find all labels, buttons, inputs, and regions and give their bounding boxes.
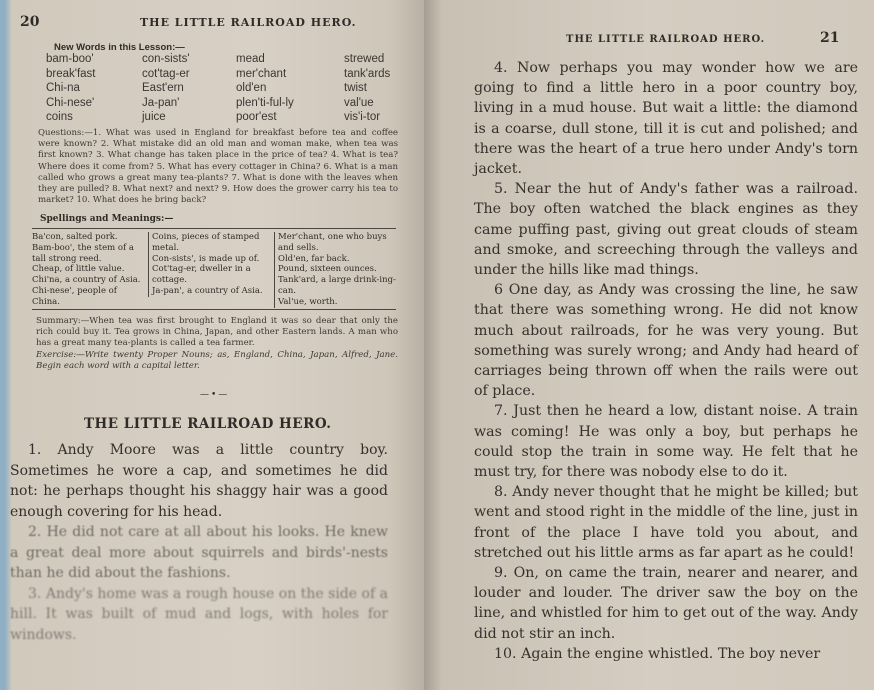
spelling-entry: Cheap, of little value.: [32, 264, 125, 275]
running-head: THE LITTLE RAILROAD HERO.: [140, 16, 357, 29]
page-number: 21: [820, 30, 840, 46]
spelling-entry: Ja-pan', a country of Asia.: [152, 285, 263, 296]
paragraph: 3. Andy's home was a rough house on the side of a hill. It was built of mud and logs, with holes for windows.: [10, 585, 388, 643]
new-words-column: [236, 52, 294, 125]
spellings-title: Spellings and Meanings:—: [40, 214, 174, 224]
spelling-entry: Chi-nese', people of China.: [32, 285, 117, 307]
spelling-entry: Tank'ard, a large drink-ing-can.: [278, 275, 396, 296]
paragraph: 9. On, on came the train, nearer and nearer, and louder and louder. The driver saw the boy on the line, and whistled for him to get out of the way. Andy did not stir an inch.: [474, 565, 858, 642]
word: cot'tag-er: [142, 67, 190, 80]
spelling-entry: Ba'con, salted pork.: [32, 232, 118, 242]
word: twist: [344, 82, 367, 94]
spelling-entry: Mer'chant, one who buys and sells.: [278, 232, 387, 253]
paragraph: 1. Andy Moore was a little country boy. Sometimes he wore a cap, and sometimes he did not: he perhaps thought his shaggy hair was a good enough covering for his head.: [10, 442, 388, 520]
paragraph: 8. Andy never thought that he might be killed; but went and stood right in the middle of the line, just in front of the place I have told you about, and stretched out his little arms as far apart as he could!: [474, 484, 858, 561]
word: coins: [46, 111, 73, 123]
word: Chi-na: [46, 82, 80, 94]
word: old'en: [236, 82, 267, 94]
new-words-column: [344, 52, 390, 125]
new-words-grid: [46, 52, 406, 132]
spellings-column: [32, 232, 144, 308]
ornament-divider: —•—: [200, 390, 230, 400]
story-body-left: [10, 440, 388, 645]
spelling-entry: Chi'na, a country of Asia.: [32, 275, 141, 286]
spellings-table: [32, 228, 396, 310]
spelling-entry: Coins, pieces of stamped metal.: [152, 232, 260, 253]
spelling-entry: Val'ue, worth.: [278, 296, 338, 307]
paragraph: 5. Near the hut of Andy's father was a railroad. The boy often watched the black engines as they came puffing past, giving out great clouds of steam and smoke, and screeching through the valleys and under the hills like mad things.: [474, 181, 858, 279]
paragraph: 10. Again the engine whistled. The boy never: [494, 645, 821, 662]
page-number: 20: [20, 14, 40, 30]
new-words-column: [142, 52, 190, 125]
new-words-title: New Words in this Lesson:—: [54, 42, 185, 53]
word: bam-boo': [46, 53, 94, 65]
word: vis'i-tor: [344, 111, 381, 123]
spelling-entry: Bam-boo', the stem of a tall strong reed.: [32, 242, 134, 264]
word: con-sists': [142, 53, 190, 65]
word: East'ern: [142, 82, 184, 94]
word: poor'est: [236, 111, 277, 123]
paragraph: 2. He did not care at all about his looks. He knew a great deal more about squirrels and birds'-nests than he did about the fashions.: [10, 524, 388, 581]
word: break'fast: [46, 67, 96, 80]
word: mead: [236, 53, 265, 65]
story-body-right: [474, 58, 858, 664]
story-title: THE LITTLE RAILROAD HERO.: [84, 416, 332, 432]
exercise: Exercise:—Write twenty Proper Nouns; as, England, China, Japan, Alfred, Jane. Begin each word with a capital letter.: [36, 350, 398, 372]
paragraph: 7. Just then he heard a low, distant noise. A train was coming! He was only a boy, but perhaps he could stop the train in some way. He felt that he must try, for there was nobody else to do it.: [474, 403, 858, 481]
word: tank'ards: [344, 67, 391, 80]
summary: Summary:—When tea was first brought to England it was so dear that only the rich could buy it. Tea grows in China, Japan, and other Eastern lands. A man who has a great many tea-plants is called a tea farmer.: [36, 316, 398, 349]
word: mer'chant: [236, 67, 287, 80]
spelling-entry: Pound, sixteen ounces.: [278, 264, 377, 275]
questions: Questions:—1. What was used in England for breakfast before tea and coffee were known? 2. What mistake did an old man and woman make, when tea was first known? 3. What change has taken place in the price of tea? 4. What is tea? Where does it come from? 5. What has every cottager in China? 6. What is a man called who grows a great many tea-plants? 7. What is done with the leaves when they are pulled? 8. What next? and next? 9. How does the grower carry his tea to market? 10. What does he bring back?: [38, 128, 398, 206]
word: plen'ti-ful-ly: [236, 96, 294, 109]
spelling-entry: Cot'tag-er, dweller in a cottage.: [152, 264, 251, 286]
word: val'ue: [344, 96, 374, 109]
paragraph: 6 One day, as Andy was crossing the line, he saw that there was something wrong. He did not know much about railroads, for he was very young. But something was surely wrong; and Andy had heard of carriages being thrown off when the rails were out of place.: [474, 282, 858, 400]
word: strewed: [344, 53, 385, 65]
spellings-column: [274, 232, 396, 308]
word: juice: [142, 111, 166, 123]
word: Chi-nese': [46, 96, 95, 109]
word: Ja-pan': [142, 96, 180, 109]
right-page: [424, 0, 874, 690]
running-head: THE LITTLE RAILROAD HERO.: [566, 34, 766, 45]
left-page: [0, 0, 424, 690]
spellings-column: [148, 232, 272, 297]
paragraph: 4. Now perhaps you may wonder how we are going to find a little hero in a poor country boy, living in a mud house. But wait a little: the diamond is a coarse, dull stone, till it is cut and polished; and there was the heart of a true hero under Andy's torn jacket.: [474, 60, 858, 178]
new-words-column: [46, 52, 96, 125]
spelling-entry: Con-sists', is made up of.: [152, 253, 260, 264]
spelling-entry: Old'en, far back.: [278, 253, 350, 264]
